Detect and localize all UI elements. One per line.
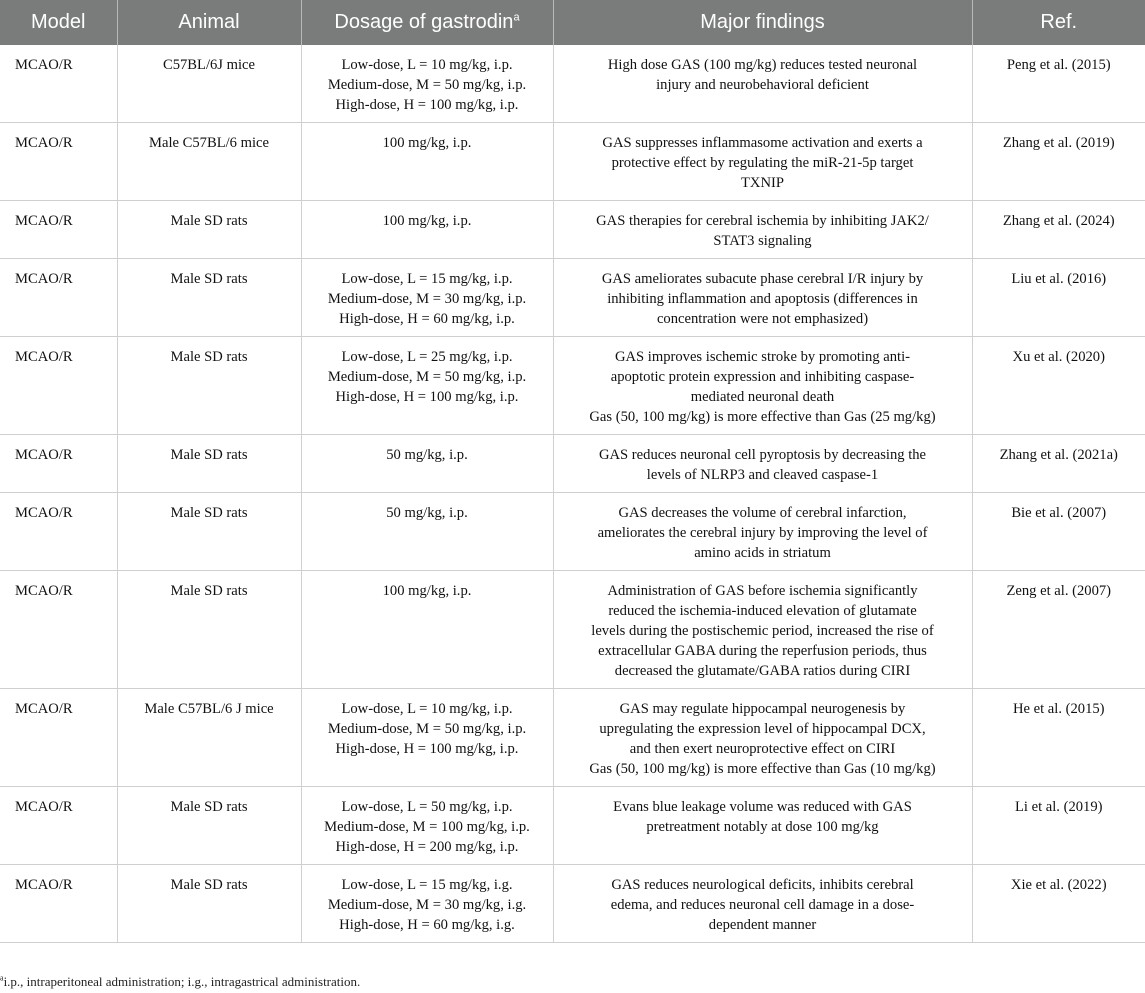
cell-findings — [553, 123, 972, 201]
cell-ref — [972, 493, 1145, 571]
cell-findings — [553, 787, 972, 865]
cell-findings — [553, 259, 972, 337]
cell-ref — [972, 123, 1145, 201]
dosage-line: Low-dose, L = 10 mg/kg, i.p. — [341, 57, 513, 73]
dosage-line: Low-dose, L = 15 mg/kg, i.g. — [341, 877, 513, 893]
cell-model — [0, 201, 117, 259]
findings-line: GAS suppresses inflammasome activation and exerts a — [602, 135, 923, 151]
dosage-line: High-dose, H = 60 mg/kg, i.p. — [339, 311, 515, 327]
cell-dosage — [301, 259, 553, 337]
model-text: MCAO/R — [15, 877, 73, 893]
dosage-line: Medium-dose, M = 30 mg/kg, i.g. — [327, 897, 527, 913]
findings-line: GAS improves ischemic stroke by promoting anti- — [614, 349, 911, 365]
cell-dosage — [301, 571, 553, 689]
findings-line: levels during the postischemic period, increased the rise of — [591, 623, 934, 639]
findings-line: levels of NLRP3 and cleaved caspase-1 — [646, 467, 879, 483]
model-text: MCAO/R — [15, 583, 73, 599]
cell-dosage — [301, 123, 553, 201]
header-findings: Major findings — [553, 0, 972, 45]
findings-line: extracellular GABA during the reperfusion periods, thus — [598, 643, 927, 659]
cell-dosage — [301, 45, 553, 123]
cell-animal — [117, 201, 301, 259]
cell-findings — [553, 865, 972, 943]
model-text: MCAO/R — [15, 135, 73, 151]
table-row — [0, 689, 1145, 787]
dosage-line: 50 mg/kg, i.p. — [386, 505, 468, 521]
cell-findings — [553, 435, 972, 493]
findings-line: GAS reduces neurological deficits, inhibits cerebral — [611, 877, 914, 893]
findings-line: amino acids in striatum — [694, 545, 831, 561]
header-animal: Animal — [117, 0, 301, 45]
findings-line: mediated neuronal death — [690, 389, 835, 405]
findings-line: GAS decreases the volume of cerebral infarction, — [618, 505, 907, 521]
findings-line: concentration were not emphasized) — [656, 311, 869, 327]
cell-animal — [117, 337, 301, 435]
animal-text: Male SD rats — [170, 583, 248, 599]
cell-dosage — [301, 865, 553, 943]
cell-findings — [553, 201, 972, 259]
findings-line: and then exert neuroprotective effect on CIRI — [629, 741, 896, 757]
dosage-line: 100 mg/kg, i.p. — [382, 135, 472, 151]
dosage-line: Low-dose, L = 10 mg/kg, i.p. — [341, 701, 513, 717]
findings-line: upregulating the expression level of hippocampal DCX, — [599, 721, 926, 737]
model-text: MCAO/R — [15, 213, 73, 229]
dosage-line: Medium-dose, M = 50 mg/kg, i.p. — [327, 369, 527, 385]
findings-line: STAT3 signaling — [713, 233, 812, 249]
animal-text: Male SD rats — [170, 447, 248, 463]
cell-findings — [553, 689, 972, 787]
cell-model — [0, 435, 117, 493]
cell-model — [0, 689, 117, 787]
header-dosage-footnote-marker: a — [513, 11, 520, 24]
ref-text: Xie et al. (2022) — [1010, 877, 1107, 893]
findings-line: ameliorates the cerebral injury by improving the level of — [597, 525, 928, 541]
cell-dosage — [301, 689, 553, 787]
cell-animal — [117, 865, 301, 943]
animal-text: Male SD rats — [170, 271, 248, 287]
cell-animal — [117, 45, 301, 123]
cell-model — [0, 259, 117, 337]
dosage-line: High-dose, H = 60 mg/kg, i.g. — [339, 917, 515, 933]
ref-text: Peng et al. (2015) — [1006, 57, 1111, 73]
table-row — [0, 787, 1145, 865]
animal-text: Male SD rats — [170, 349, 248, 365]
findings-line: edema, and reduces neuronal cell damage in a dose- — [610, 897, 915, 913]
header-ref: Ref. — [972, 0, 1145, 45]
cell-dosage — [301, 787, 553, 865]
cell-dosage — [301, 493, 553, 571]
dosage-line: High-dose, H = 100 mg/kg, i.p. — [335, 389, 519, 405]
dosage-line: Medium-dose, M = 50 mg/kg, i.p. — [327, 721, 527, 737]
findings-line: GAS therapies for cerebral ischemia by inhibiting JAK2/ — [596, 213, 929, 229]
table-row — [0, 493, 1145, 571]
header-dosage-text: Dosage of gastrodin — [334, 11, 514, 33]
ref-text: Zeng et al. (2007) — [1006, 583, 1112, 599]
model-text: MCAO/R — [15, 505, 73, 521]
findings-line: protective effect by regulating the miR-21-5p target — [611, 155, 914, 171]
table-row — [0, 337, 1145, 435]
animal-text: C57BL/6J mice — [162, 57, 256, 73]
cell-model — [0, 337, 117, 435]
cell-findings — [553, 337, 972, 435]
ref-text: Liu et al. (2016) — [1011, 271, 1107, 287]
table-body — [0, 45, 1145, 943]
animal-text: Male SD rats — [170, 799, 248, 815]
cell-model — [0, 571, 117, 689]
cell-ref — [972, 45, 1145, 123]
model-text: MCAO/R — [15, 349, 73, 365]
findings-line: decreased the glutamate/GABA ratios during CIRI — [614, 663, 911, 679]
dosage-line: Low-dose, L = 50 mg/kg, i.p. — [341, 799, 513, 815]
cell-findings — [553, 45, 972, 123]
table-row — [0, 435, 1145, 493]
findings-line: High dose GAS (100 mg/kg) reduces tested neuronal — [607, 57, 918, 73]
findings-line: injury and neurobehavioral deficient — [656, 77, 869, 93]
cell-animal — [117, 787, 301, 865]
dosage-line: Medium-dose, M = 30 mg/kg, i.p. — [327, 291, 527, 307]
table-row — [0, 123, 1145, 201]
ref-text: Xu et al. (2020) — [1012, 349, 1105, 365]
dosage-line: Medium-dose, M = 100 mg/kg, i.p. — [324, 819, 530, 835]
cell-dosage — [301, 337, 553, 435]
cell-animal — [117, 435, 301, 493]
cell-dosage — [301, 201, 553, 259]
dosage-line: 50 mg/kg, i.p. — [386, 447, 468, 463]
cell-model — [0, 123, 117, 201]
findings-line: inhibiting inflammation and apoptosis (differences in — [607, 291, 918, 307]
findings-line: Gas (50, 100 mg/kg) is more effective than Gas (10 mg/kg) — [589, 761, 936, 777]
findings-line: apoptotic protein expression and inhibiting caspase- — [610, 369, 915, 385]
cell-animal — [117, 259, 301, 337]
table-row — [0, 45, 1145, 123]
animal-text: Male C57BL/6 J mice — [144, 701, 274, 717]
dosage-line: High-dose, H = 100 mg/kg, i.p. — [335, 741, 519, 757]
ref-text: Li et al. (2019) — [1014, 799, 1103, 815]
findings-line: pretreatment notably at dose 100 mg/kg — [646, 819, 879, 835]
cell-model — [0, 865, 117, 943]
footnote-marker: a — [0, 973, 4, 983]
findings-line: dependent manner — [708, 917, 817, 933]
cell-ref — [972, 259, 1145, 337]
ref-text: Zhang et al. (2019) — [1002, 135, 1115, 151]
cell-animal — [117, 571, 301, 689]
ref-text: Bie et al. (2007) — [1011, 505, 1107, 521]
findings-line: Evans blue leakage volume was reduced with GAS — [613, 799, 912, 815]
dosage-line: High-dose, H = 100 mg/kg, i.p. — [335, 97, 519, 113]
cell-findings — [553, 493, 972, 571]
cell-model — [0, 787, 117, 865]
cell-ref — [972, 689, 1145, 787]
cell-findings — [553, 571, 972, 689]
ref-text: He et al. (2015) — [1012, 701, 1105, 717]
model-text: MCAO/R — [15, 799, 73, 815]
dosage-line: High-dose, H = 200 mg/kg, i.p. — [335, 839, 519, 855]
cell-model — [0, 45, 117, 123]
table-row — [0, 865, 1145, 943]
dosage-line: Low-dose, L = 15 mg/kg, i.p. — [341, 271, 513, 287]
cell-ref — [972, 571, 1145, 689]
cell-animal — [117, 123, 301, 201]
header-row — [0, 0, 1145, 45]
cell-ref — [972, 337, 1145, 435]
findings-line: GAS ameliorates subacute phase cerebral I/R injury by — [601, 271, 924, 287]
ref-text: Zhang et al. (2021a) — [999, 447, 1118, 463]
animal-text: Male C57BL/6 mice — [149, 135, 269, 151]
findings-line: TXNIP — [741, 175, 784, 191]
cell-ref — [972, 201, 1145, 259]
findings-line: GAS may regulate hippocampal neurogenesis by — [619, 701, 906, 717]
cell-animal — [117, 493, 301, 571]
dosage-line: 100 mg/kg, i.p. — [382, 583, 472, 599]
cell-dosage — [301, 435, 553, 493]
ref-text: Zhang et al. (2024) — [1002, 213, 1115, 229]
dosage-line: 100 mg/kg, i.p. — [382, 213, 472, 229]
findings-line: reduced the ischemia-induced elevation of glutamate — [608, 603, 917, 619]
table-row — [0, 259, 1145, 337]
cell-model — [0, 493, 117, 571]
dosage-line: Medium-dose, M = 50 mg/kg, i.p. — [327, 77, 527, 93]
cell-ref — [972, 435, 1145, 493]
model-text: MCAO/R — [15, 57, 73, 73]
findings-line: Administration of GAS before ischemia significantly — [607, 583, 918, 599]
cell-ref — [972, 787, 1145, 865]
table-row — [0, 571, 1145, 689]
header-dosage — [301, 0, 553, 45]
animal-text: Male SD rats — [170, 877, 248, 893]
model-text: MCAO/R — [15, 447, 73, 463]
animal-text: Male SD rats — [170, 505, 248, 521]
animal-text: Male SD rats — [170, 213, 248, 229]
cell-ref — [972, 865, 1145, 943]
table-footnote — [0, 974, 360, 990]
findings-line: GAS reduces neuronal cell pyroptosis by decreasing the — [598, 447, 927, 463]
model-text: MCAO/R — [15, 271, 73, 287]
findings-line: Gas (50, 100 mg/kg) is more effective than Gas (25 mg/kg) — [589, 409, 936, 425]
cell-animal — [117, 689, 301, 787]
model-text: MCAO/R — [15, 701, 73, 717]
dosage-line: Low-dose, L = 25 mg/kg, i.p. — [341, 349, 513, 365]
footnote-text: i.p., intraperitoneal administration; i.g., intragastrical administration. — [3, 974, 361, 989]
header-model: Model — [0, 0, 117, 45]
table-row — [0, 201, 1145, 259]
